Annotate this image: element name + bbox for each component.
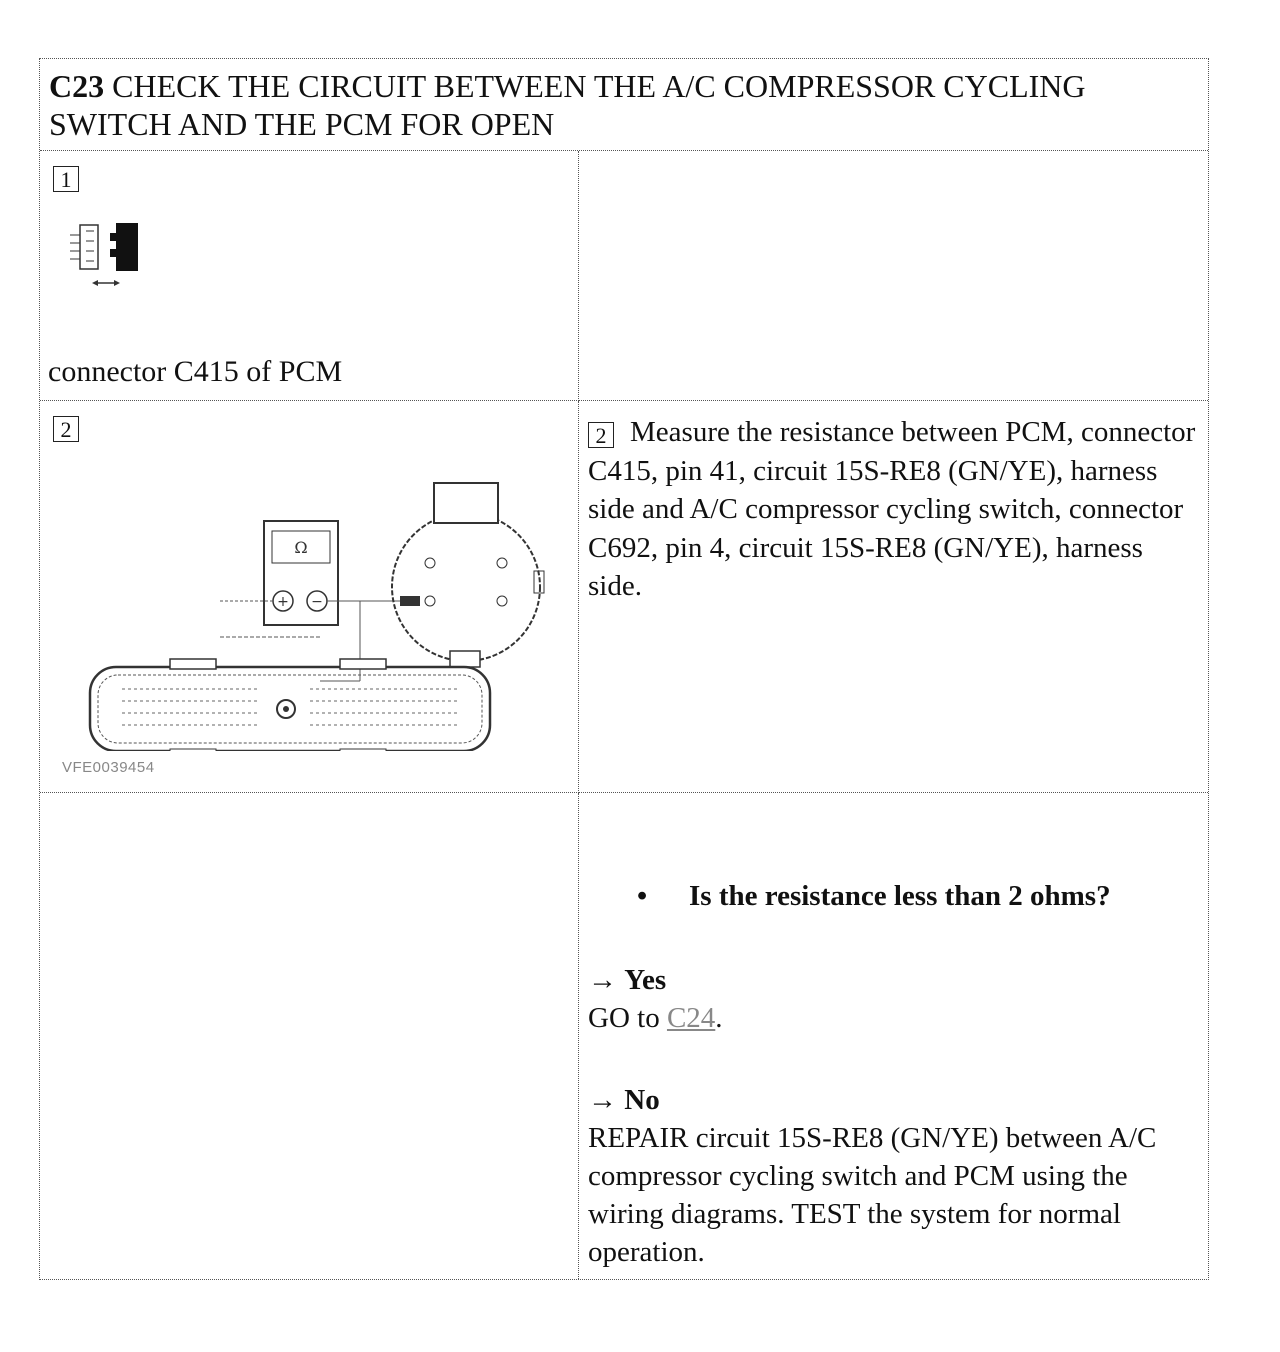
decision-cell — [579, 793, 1208, 1279]
step2-instruction — [588, 413, 1200, 606]
question-text: Is the resistance less than 2 ohms? — [689, 880, 1111, 912]
connector-disconnect-icon — [66, 211, 146, 291]
svg-text:+: + — [277, 594, 289, 610]
go-to-c24-link[interactable]: C24 — [666, 1002, 716, 1034]
step-id: C23 — [49, 68, 105, 104]
step1-number-box: 1 — [53, 166, 79, 192]
procedure-header — [40, 59, 1208, 151]
decision-empty-cell — [40, 793, 579, 1279]
no-label — [588, 1081, 1200, 1119]
step1-instruction-cell — [579, 151, 1208, 401]
ohmmeter-icon — [264, 521, 338, 625]
step2-number-box: 2 — [53, 416, 79, 442]
yes-action — [588, 999, 723, 1037]
step2-inline-number-box: 2 — [588, 422, 614, 448]
step2-instruction-text: Measure the resistance between PCM, connector C415, pin 41, circuit 15S-RE8 (GN/YE), harness side and A/C compressor cycling switch, connector C692, pin 4, circuit 15S-RE8 (GN/YE), harness side. — [588, 416, 1196, 602]
switch-connector-icon — [392, 483, 544, 667]
step-title-text: CHECK THE CIRCUIT BETWEEN THE A/C COMPRESSOR CYCLING SWITCH AND THE PCM FOR OPEN — [49, 68, 1086, 142]
svg-text:Ω: Ω — [294, 538, 308, 557]
step2-illustration-cell — [40, 401, 579, 793]
bullet: • — [637, 880, 648, 912]
svg-text:−: − — [311, 594, 323, 610]
procedure-table — [39, 58, 1209, 1280]
step1-illustration-cell — [40, 151, 579, 401]
yes-label-text: Yes — [624, 964, 667, 996]
yes-arrow-icon: → — [588, 964, 617, 996]
yes-text-after: . — [715, 1002, 723, 1034]
decision-question — [637, 880, 1111, 913]
yes-text-before: GO to — [588, 1002, 667, 1034]
pcm-connector-icon — [90, 659, 490, 751]
no-action: REPAIR circuit 15S-RE8 (GN/YE) between A/C compressor cycling switch and PCM using the wiring diagrams. TEST the system for normal operation. — [588, 1122, 1157, 1268]
yes-branch — [588, 961, 723, 1037]
yes-label — [588, 961, 723, 999]
step1-caption: connector C415 of PCM — [48, 355, 343, 388]
procedure-title — [49, 67, 1208, 143]
figure-code: VFE0039454 — [62, 759, 155, 776]
no-branch — [588, 1081, 1200, 1271]
no-label-text: No — [624, 1084, 660, 1116]
ohmmeter-connector-diagram — [70, 451, 550, 751]
no-arrow-icon: → — [588, 1084, 617, 1116]
step2-instruction-cell — [579, 401, 1208, 793]
